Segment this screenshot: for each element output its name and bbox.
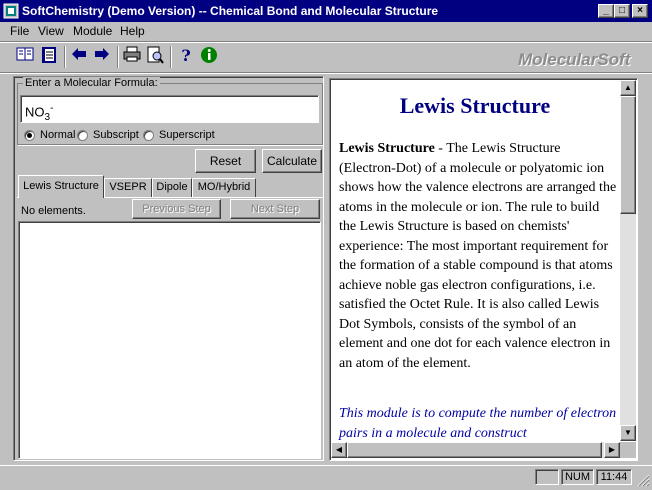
back-arrow-icon[interactable] <box>68 46 90 68</box>
radio-subscript[interactable] <box>77 130 88 141</box>
minimize-button[interactable]: _ <box>598 4 614 18</box>
menu-bar <box>0 24 652 40</box>
book-icon[interactable] <box>14 46 36 68</box>
radio-superscript[interactable] <box>143 130 154 141</box>
toolbar-divider <box>0 72 652 74</box>
menu-divider <box>0 41 652 43</box>
article-heading: Lewis Structure <box>399 93 551 118</box>
forward-arrow-icon[interactable] <box>91 46 113 68</box>
print-preview-icon[interactable] <box>144 46 166 68</box>
toolbar-separator <box>170 46 172 68</box>
info-icon[interactable] <box>198 46 220 68</box>
brand-logo: MolecularSoft <box>518 50 631 69</box>
help-icon[interactable]: ? <box>181 46 191 65</box>
calculate-button[interactable]: Calculate <box>262 149 322 173</box>
radio-normal-label: Normal <box>40 129 76 141</box>
structure-status: No elements. <box>21 205 86 217</box>
article-italic-note: This module is to compute the number of electron pairs in a molecule and construct <box>339 406 617 441</box>
article-term: Lewis Structure <box>339 141 435 156</box>
scroll-up-button[interactable]: ▲ <box>620 80 636 96</box>
formula-group-label: Enter a Molecular Formula: <box>25 77 158 89</box>
menu-view[interactable]: View <box>38 24 64 38</box>
toolbar-separator <box>117 46 119 68</box>
tab-dipole[interactable]: Dipole <box>152 178 192 197</box>
close-button[interactable]: × <box>632 4 648 18</box>
toolbar-separator <box>64 46 66 68</box>
app-icon[interactable] <box>3 3 19 19</box>
horizontal-scroll-thumb[interactable] <box>347 442 602 458</box>
formula-main: NO <box>25 104 45 120</box>
scroll-right-button[interactable]: ▶ <box>604 442 620 458</box>
reset-button[interactable]: Reset <box>195 149 256 173</box>
window-title: SoftChemistry (Demo Version) -- Chemical Bond and Molecular Structure <box>22 4 439 18</box>
scroll-corner <box>620 442 636 458</box>
menu-module[interactable]: Module <box>73 24 113 38</box>
scroll-left-button[interactable]: ◀ <box>331 442 347 458</box>
notes-icon[interactable] <box>38 46 60 68</box>
menu-help[interactable]: Help <box>120 24 145 38</box>
title-bar <box>0 0 652 22</box>
statusbar-divider <box>0 465 652 466</box>
maximize-button[interactable]: □ <box>614 4 630 18</box>
radio-normal[interactable] <box>24 130 35 141</box>
menu-file[interactable]: File <box>10 24 30 38</box>
radio-subscript-label: Subscript <box>93 129 139 141</box>
article-text: - The Lewis Structure (Electron-Dot) of a molecule or polyatomic ion shows how the valence electrons are arranged the atoms in the molecule or ion. The rule to build the Lewis Structure is based on chemists' experience: The most important requirement for the formation of a stable compound is that atoms achieve noble gas electron configurations, i.e. satisfied the Octet Rule. It is also called Lewis Dot Symbols, consists of the symbol of an element and one dot for each valence electron in an atom of the element. <box>339 141 617 371</box>
formula-input[interactable] <box>20 95 319 123</box>
vertical-scrollbar[interactable] <box>620 80 636 441</box>
structure-canvas <box>18 221 321 459</box>
status-pane-empty <box>535 469 559 485</box>
status-num: NUM <box>561 469 594 485</box>
previous-step-button[interactable]: Previous Step <box>132 199 221 219</box>
article-body <box>339 139 617 373</box>
next-step-button[interactable]: Next Step <box>230 199 320 219</box>
formula-superscript: - <box>50 103 54 114</box>
tab-lewis-structure[interactable]: Lewis Structure <box>18 175 104 198</box>
radio-superscript-label: Superscript <box>159 129 215 141</box>
tab-vsepr[interactable]: VSEPR <box>104 178 152 197</box>
vertical-scroll-thumb[interactable] <box>620 96 636 214</box>
tab-mo-hybrid[interactable]: MO/Hybrid <box>192 178 256 197</box>
scroll-down-button[interactable]: ▼ <box>620 425 636 441</box>
horizontal-scrollbar[interactable] <box>331 442 620 458</box>
resize-grip-icon[interactable] <box>636 473 650 487</box>
status-time: 11:44 <box>596 469 632 485</box>
formula-subscript: 3 <box>44 111 51 123</box>
article-panel <box>329 78 638 461</box>
print-icon[interactable] <box>121 46 143 68</box>
